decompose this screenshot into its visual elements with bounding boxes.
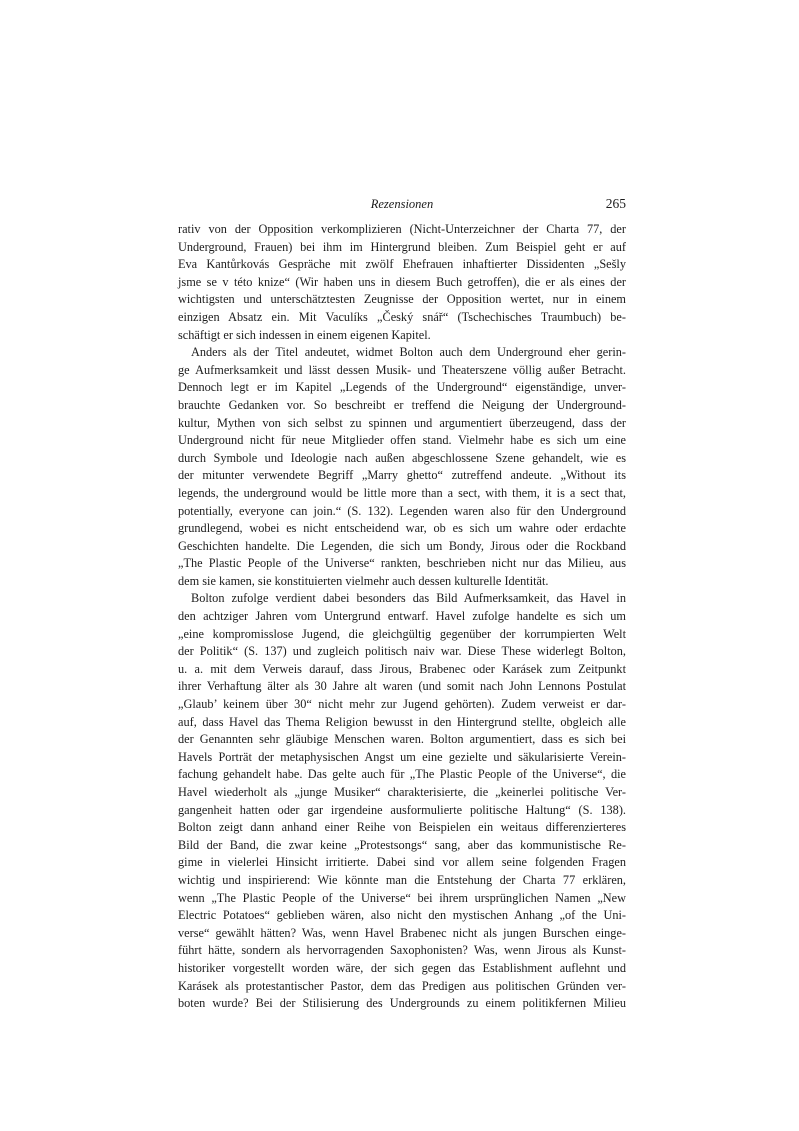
paragraph-1 [178, 221, 626, 344]
text-line: Geschichten handelte. Die Legenden, die sich um Bondy, Jirous oder die Rockband [178, 538, 626, 553]
text-line: historiker vorgestellt worden wäre, der sich gegen das Establishment auflehnt und [178, 960, 626, 975]
text-line: Bolton zeigt dann anhand einer Reihe von Beispielen ein weitaus differenzierteres [178, 820, 626, 835]
text-line: wenn „The Plastic People of the Universe“ bei ihrem ursprünglichen Namen „New [178, 890, 626, 905]
text-line: der Politik“ (S. 137) und zugleich politisch naiv war. Diese These widerlegt Bolton, [178, 644, 626, 659]
text-line: ge Aufmerksamkeit und lässt dessen Musik- und Theaterszene völlig außer Betracht. [178, 362, 626, 377]
text-line: potentially, everyone can join.“ (S. 132). Legenden waren also für den Underground [178, 503, 626, 518]
paragraph-2 [178, 344, 626, 590]
text-line: Eva Kantůrkovás Gespräche mit zwölf Ehefrauen inhaftierter Dissidenten „Sešly [178, 257, 626, 272]
text-line: gangenheit hatten oder gar irgendeine ausformulierte politische Haltung“ (S. 138). [178, 802, 626, 817]
text-line: rativ von der Opposition verkomplizieren (Nicht-Unterzeichner der Charta 77, der [178, 222, 626, 236]
text-line: Bolton zufolge verdient dabei besonders das Bild Aufmerksamkeit, das Havel in [191, 591, 626, 606]
text-line: Underground, Frauen) bei ihm im Hintergrund bleiben. Zum Beispiel geht er auf [178, 239, 626, 254]
text-line: brauchte Gedanken vor. So beschreibt er treffend die Neigung der Underground- [178, 397, 626, 412]
text-line: schäftigt er sich indessen in einem eigenen Kapitel. [178, 327, 431, 342]
text-line: Electric Potatoes“ geblieben wären, also nicht den mystischen Anhang „of the Uni- [178, 908, 626, 923]
text-line: führt hätte, sondern als hervorragenden Saxophonisten? Was, wenn Jirous als Kunst- [178, 943, 626, 958]
text-line: einzigen Absatz ein. Mit Vaculíks „Český snář“ (Tschechisches Traumbuch) be- [178, 309, 626, 324]
text-line: fachung gehandelt habe. Das gelte auch für „The Plastic People of the Universe“, die [178, 767, 626, 782]
text-line: kultur, Mythen von sich selbst zu spinnen und argumentiert überzeugend, dass der [178, 415, 626, 430]
text-line: den achtziger Jahren vom Untergrund entwarf. Havel zufolge handelte es sich um [178, 609, 626, 624]
text-line: wichtig und inspirierend: Wie könnte man die Entstehung der Charta 77 erklären, [178, 872, 626, 887]
running-head: Rezensionen [370, 197, 434, 211]
text-line: u. a. mit dem Verweis darauf, dass Jirous, Brabenec oder Karásek zum Zeitpunkt [178, 661, 626, 676]
text-line: boten wurde? Bei der Stilisierung des Undergrounds zu einem politikfernen Milieu [178, 996, 626, 1011]
page-number: 265 [605, 196, 626, 211]
text-line: dem sie kamen, sie konstituierten vielmehr auch dessen kulturelle Identität. [178, 573, 549, 588]
text-line: Havels Porträt der metaphysischen Angst um eine gezielte und säkularisierte Verein- [178, 749, 626, 764]
text-line: legends, the underground would be little more than a sect, with them, it is a sect that, [178, 485, 626, 500]
text-line: „The Plastic People of the Universe“ rankten, beschrieben nicht nur das Milieu, aus [178, 556, 626, 571]
text-line: „eine kompromisslose Jugend, die gleichgültig gegenüber der korrumpierten Welt [178, 626, 626, 641]
text-line: Anders als der Titel andeutet, widmet Bolton auch dem Underground eher gerin- [191, 345, 626, 360]
text-line: jsme se v této knize“ (Wir haben uns in diesem Buch getroffen), die er als eines der [178, 274, 626, 289]
text-line: der Genannten sehr gläubige Menschen waren. Bolton argumentiert, dass es sich bei [178, 732, 626, 747]
text-line: Underground nicht für neue Mitglieder offen stand. Vielmehr habe es sich um eine [178, 433, 626, 448]
text-line: grundlegend, wobei es nicht entscheidend war, ob es sich um wahre oder erdachte [178, 521, 626, 536]
text-line: Bild der Band, die zwar keine „Protestsongs“ sang, aber das kommunistische Re- [178, 837, 626, 852]
text-line: „Glaub’ keinem über 30“ nicht mehr zur Jugend gehörten). Zudem verweist er dar- [178, 697, 626, 712]
text-line: verse“ gewählt hätten? Was, wenn Havel Brabenec nicht als jungen Burschen einge- [178, 925, 626, 940]
page-header [178, 194, 626, 214]
body-text [178, 221, 626, 1013]
text-line: Havel wiederholt als „junge Musiker“ charakterisierte, die „keinerlei politische Ver- [178, 785, 626, 799]
text-line: wichtigsten und unterschätztesten Zeugnisse der Opposition wertet, nur in einem [178, 292, 626, 307]
text-line: auf, dass Havel das Thema Religion bewusst in den Hintergrund stellte, obgleich alle [178, 714, 626, 729]
text-line: Karásek als protestantischer Pastor, dem das Predigen aus politischen Gründen ver- [178, 978, 626, 993]
text-line: gime in vielerlei Hinsicht irritierte. Dabei sind vor allem seine folgenden Fragen [178, 855, 626, 870]
text-line: ihrer Verhaftung älter als 30 Jahre alt waren (und somit nach John Lennons Postulat [178, 679, 626, 694]
text-line: Dennoch legt er im Kapitel „Legends of the Underground“ eigenständige, unver- [178, 380, 626, 395]
text-line: der mitunter verwendete Begriff „Marry ghetto“ zutreffend andeute. „Without its [178, 468, 626, 483]
paragraph-3 [178, 590, 626, 1012]
text-line: durch Symbole und Ideologie nach außen abgeschlossene Szene gehandelt, wie es [178, 450, 626, 465]
